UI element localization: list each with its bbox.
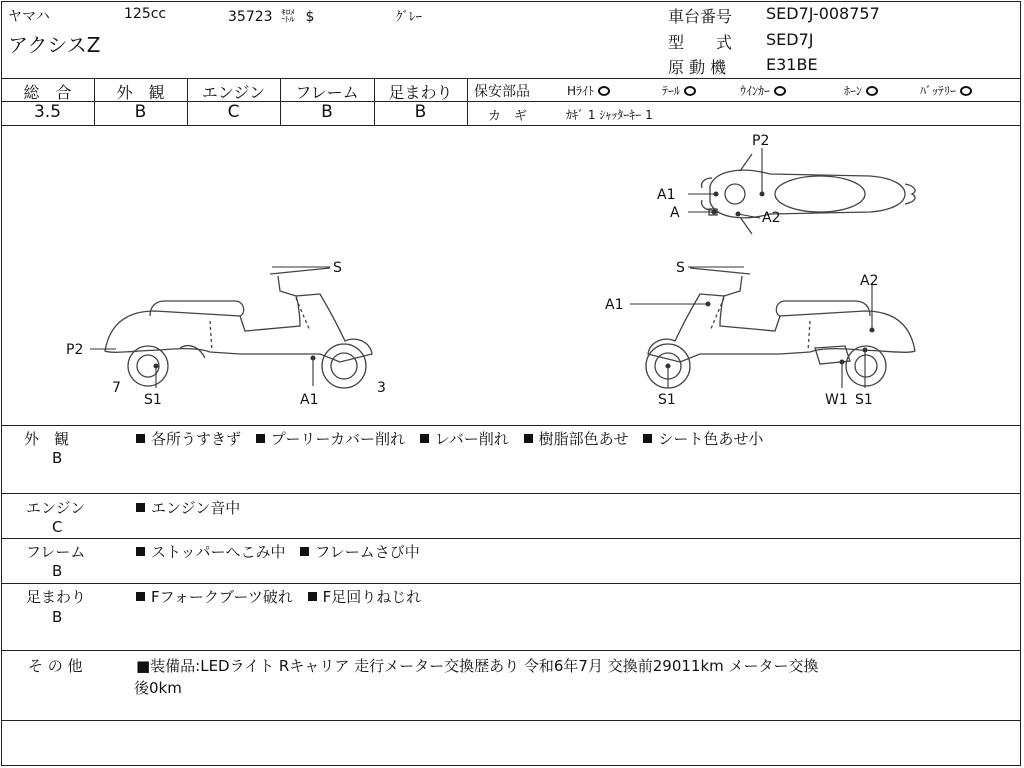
bullet-square-icon bbox=[524, 434, 533, 443]
divider bbox=[1, 720, 1021, 721]
safety-item-headlight bbox=[567, 82, 610, 99]
ok-circle-icon bbox=[684, 86, 696, 96]
remark-items-frame bbox=[136, 541, 420, 562]
label-left-3: 3 bbox=[377, 380, 386, 396]
grade-header-exterior: 外 観 bbox=[116, 83, 165, 102]
label-left-p2: P2 bbox=[66, 342, 84, 358]
model-name: アクシスZ bbox=[8, 33, 101, 57]
remark-item: プーリーカバー削れ bbox=[270, 430, 406, 448]
grade-engine: C bbox=[227, 102, 240, 122]
safety-item-label: ﾎｰﾝ bbox=[844, 84, 863, 98]
grade-header-engine: エンジン bbox=[201, 83, 266, 102]
mileage-unit: ㌖ bbox=[281, 9, 295, 25]
safety-label: 保安部品 bbox=[474, 84, 530, 100]
grade-exterior: B bbox=[134, 102, 147, 122]
divider bbox=[1, 493, 1021, 494]
frame-number: SED7J-008757 bbox=[766, 4, 880, 23]
remark-items-exterior bbox=[136, 428, 763, 449]
remark-items-suspension bbox=[136, 586, 421, 607]
displacement: 125cc bbox=[124, 6, 167, 22]
bullet-square-icon bbox=[643, 434, 652, 443]
divider bbox=[1, 425, 1021, 426]
bullet-square-icon bbox=[136, 592, 145, 601]
label-right-s: S bbox=[676, 260, 685, 276]
label-top-p2: P2 bbox=[752, 133, 770, 149]
bullet-square-icon bbox=[300, 547, 309, 556]
remark-category-frame: フレーム bbox=[26, 543, 86, 561]
remark-item: 樹脂部色あせ bbox=[538, 430, 629, 448]
label-right-a2: A2 bbox=[860, 273, 879, 289]
ok-circle-icon bbox=[866, 86, 878, 96]
safety-item-winker bbox=[740, 82, 786, 99]
label-top-a1: A1 bbox=[657, 187, 676, 203]
remark-category-exterior: 外 観 bbox=[24, 430, 70, 448]
grade-suspension: B bbox=[414, 102, 427, 122]
remark-category-engine: エンジン bbox=[26, 499, 86, 517]
remark-grade-exterior: B bbox=[52, 449, 63, 467]
remark-item: ストッパーへこみ中 bbox=[151, 543, 286, 561]
remark-grade-engine: C bbox=[52, 518, 63, 536]
type-label: 型 式 bbox=[668, 33, 733, 52]
scooter-left-icon bbox=[105, 268, 372, 388]
label-right-w1: W1 bbox=[825, 392, 848, 408]
safety-item-label: ｳｲﾝｶｰ bbox=[740, 84, 771, 98]
damage-diagram bbox=[0, 126, 1022, 425]
bullet-square-icon bbox=[256, 434, 265, 443]
ok-circle-icon bbox=[598, 86, 610, 96]
divider bbox=[1, 583, 1021, 584]
engine-label: 原 動 機 bbox=[668, 58, 727, 77]
label-left-s1: S1 bbox=[144, 392, 162, 408]
label-top-a2: A2 bbox=[762, 210, 781, 226]
label-left-7: 7 bbox=[112, 380, 121, 396]
safety-item-tail bbox=[662, 82, 696, 99]
remark-item: F足回りねじれ bbox=[322, 588, 422, 606]
remark-item: レバー削れ bbox=[434, 430, 509, 448]
divider bbox=[1, 78, 1021, 79]
label-left-a1: A1 bbox=[300, 392, 319, 408]
grade-frame: B bbox=[321, 102, 333, 122]
mileage bbox=[228, 6, 314, 26]
grade-header-overall: 総 合 bbox=[23, 83, 72, 102]
ok-circle-icon bbox=[774, 86, 786, 96]
divider bbox=[1, 538, 1021, 539]
grade-header-suspension: 足まわり bbox=[388, 83, 453, 102]
bullet-square-icon bbox=[420, 434, 429, 443]
safety-item-battery bbox=[920, 82, 972, 99]
label-right-a1: A1 bbox=[605, 297, 624, 313]
remark-grade-frame: B bbox=[52, 562, 63, 580]
ok-circle-icon bbox=[960, 86, 972, 96]
safety-item-label: ﾃｰﾙ bbox=[662, 84, 681, 98]
body-color: ｸﾞﾚｰ bbox=[396, 10, 422, 25]
other-line-2: 後0km bbox=[134, 679, 182, 697]
remark-category-suspension: 足まわり bbox=[26, 588, 87, 606]
scooter-top-view-icon bbox=[702, 154, 916, 234]
bullet-square-icon bbox=[308, 592, 317, 601]
bullet-square-icon bbox=[136, 434, 145, 443]
type-value: SED7J bbox=[766, 30, 814, 49]
other-line-1: ■装備品:LEDライト Rキャリア 走行メーター交換歴あり 令和6年7月 交換前29011km メーター交換 bbox=[136, 657, 819, 675]
grade-overall: 3.5 bbox=[33, 102, 62, 122]
key-label: カ ギ bbox=[488, 109, 528, 124]
safety-item-label: ﾊﾞｯﾃﾘｰ bbox=[920, 84, 957, 98]
other-label: そ の 他 bbox=[28, 657, 83, 675]
remark-item: エンジン音中 bbox=[151, 499, 241, 517]
label-left-s: S bbox=[333, 260, 342, 276]
bullet-square-icon bbox=[136, 547, 145, 556]
dollar-mark: $ bbox=[305, 9, 315, 25]
bullet-square-icon bbox=[136, 503, 145, 512]
safety-item-label: Hﾗｲﾄ bbox=[567, 84, 595, 98]
label-right-s1b: S1 bbox=[855, 392, 873, 408]
engine-value: E31BE bbox=[766, 55, 818, 74]
divider bbox=[467, 78, 468, 125]
label-top-a: A bbox=[670, 205, 680, 221]
label-right-s1: S1 bbox=[658, 392, 676, 408]
mileage-value: 35723 bbox=[228, 9, 273, 25]
remark-item: Fフォークブーツ破れ bbox=[151, 588, 293, 606]
remark-item: シート色あせ小 bbox=[658, 430, 764, 448]
remark-item: フレームさび中 bbox=[315, 543, 420, 561]
divider bbox=[1, 650, 1021, 651]
remark-items-engine bbox=[136, 497, 240, 518]
frame-number-label: 車台番号 bbox=[668, 7, 733, 26]
remark-item: 各所うすきず bbox=[151, 430, 242, 448]
key-value: ｶｷﾞ 1 ｼｬｯﾀｰｷｰ 1 bbox=[566, 108, 653, 122]
safety-item-horn bbox=[844, 82, 878, 99]
grade-header-frame: フレーム bbox=[295, 83, 359, 102]
maker-name: ヤマハ bbox=[8, 9, 50, 25]
divider bbox=[468, 101, 1021, 102]
remark-grade-suspension: B bbox=[52, 608, 63, 626]
